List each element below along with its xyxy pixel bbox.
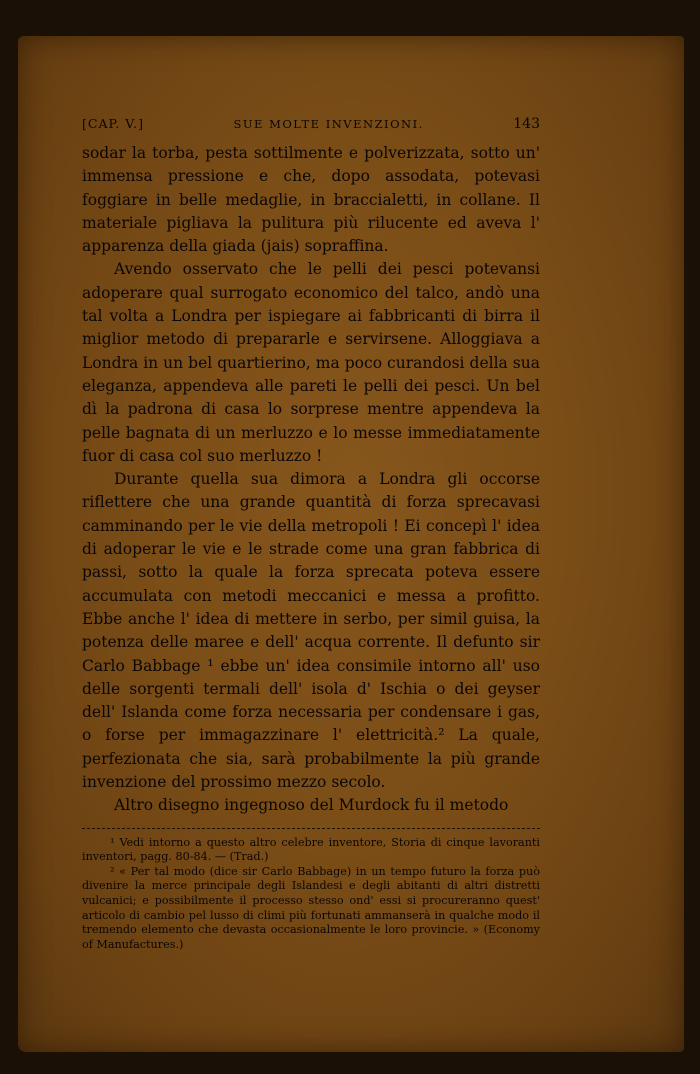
footnotes [82, 836, 540, 953]
footnote: ² « Per tal modo (dice sir Carlo Babbage) in un tempo futuro la forza può divenire la merce principale degli Islandesi e degli abitanti di altri distretti vulcanici; e possibilmente il processo stesso ond' essi si procureranno quest' articolo di cambio pel lusso di climi più fortunati ammanserà in qualche modo il tremendo elemento che devasta occasionalmente le loro provincie. » (Economy of Manufactures.) [82, 864, 540, 951]
running-title: SUE MOLTE INVENZIONI. [233, 117, 424, 131]
body-text [82, 142, 540, 818]
chapter-label: [CAP. V.] [82, 116, 144, 131]
book-page [18, 36, 684, 1052]
footnote: ¹ Vedi intorno a questo altro celebre inventore, Storia di cinque lavoranti inventori, pagg. 80-84. — (Trad.) [82, 835, 540, 864]
page-number: 143 [513, 116, 540, 132]
paragraph: Altro disegno ingegnoso del Murdock fu il metodo [114, 796, 509, 815]
paragraph: Durante quella sua dimora a Londra gli occorse riflettere che una grande quantità di forza sprecavasi camminando per le vie della metropoli ! Ei concepì l' idea di adoperar le vie e le strade come una gran fabbrica di passi, sotto la quale la forza sprecata poteva essere accumulata con metodi meccanici e messa a profitto. Ebbe anche l' idea di mettere in serbo, per simil guisa, la potenza delle maree e dell' acqua corrente. Il defunto sir Carlo Babbage ¹ ebbe un' idea consimile intorno all' uso delle sorgenti termali dell' isola d' Ischia o dei geyser dell' Islanda come forza necessaria per condensare i gas, o forse per immagazzinare l' elettricità.² La quale, perfezionata che sia, sarà probabilmente la più grande invenzione del prossimo mezzo secolo. [82, 470, 540, 792]
paragraph: Avendo osservato che le pelli dei pesci potevansi adoperare qual surrogato economico del talco, andò una tal volta a Londra per ispiegare ai fabbricanti di birra il miglior metodo di prepararle e servirsene. Alloggiava a Londra in un bel quartierino, ma poco curandosi della sua eleganza, appendeva alle pareti le pelli dei pesci. Un bel dì la padrona di casa lo sorprese mentre appendeva la pelle bagnata di un merluzzo e lo messe immediatamente fuor di casa col suo merluzzo ! [82, 260, 540, 465]
paragraph: sodar la torba, pesta sottilmente e polverizzata, sotto un' immensa pressione e che, dopo assodata, potevasi foggiare in belle medaglie, in braccialetti, in collane. Il materiale pigliava la pulitura più rilucente ed aveva l' apparenza della giada (jais) sopraffina. [82, 144, 540, 256]
text-block [82, 116, 540, 952]
running-header [82, 116, 540, 142]
footnote-divider [82, 828, 540, 830]
